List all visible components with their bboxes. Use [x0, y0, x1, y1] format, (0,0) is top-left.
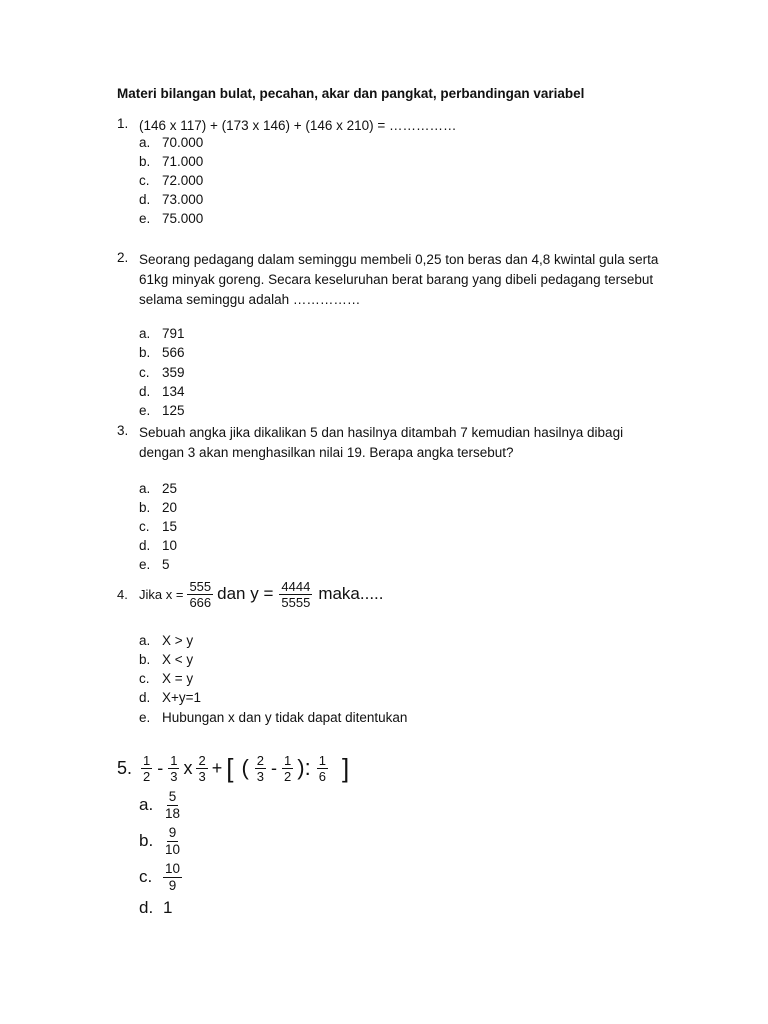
option-value: 71.000 [162, 154, 204, 169]
option-label: b. [139, 345, 151, 360]
question-4-number: 4. [117, 586, 128, 602]
denominator: 3 [170, 768, 178, 784]
option-label: a. [139, 481, 151, 496]
question-2-text: Seorang pedagang dalam seminggu membeli 0,25 ton beras dan 4,8 kwintal gula serta 61kg minyak goreng. Secara keseluruhan berat barang yang dibeli pedagang tersebut selama seminggu adalah …………… [139, 252, 659, 307]
option-value: 10 [162, 538, 178, 553]
option-fraction [163, 790, 182, 820]
option-label: b. [139, 831, 154, 850]
option-value: 791 [162, 326, 185, 341]
denominator: 6 [318, 768, 326, 784]
option-label: a. [139, 326, 151, 341]
fraction-6 [317, 754, 328, 783]
fraction-4 [255, 754, 266, 783]
fraction-x-denominator: 666 [189, 594, 212, 610]
question-5-number: 5. [117, 757, 133, 778]
option-label: c. [139, 365, 150, 380]
numerator: 2 [256, 752, 265, 768]
option-value: X = y [162, 671, 194, 686]
option-label: e. [139, 211, 151, 226]
document-title: Materi bilangan bulat, pecahan, akar dan pangkat, perbandingan variabel [117, 86, 585, 101]
option-label: e. [139, 403, 151, 418]
operator-minus: - [157, 757, 164, 778]
option-value: 134 [162, 384, 185, 399]
option-label: c. [139, 519, 150, 534]
option-value: 5 [162, 557, 170, 572]
numerator: 1 [284, 752, 292, 768]
option-value: 566 [162, 345, 185, 360]
left-bracket: [ [226, 753, 234, 783]
option-value: 20 [162, 500, 178, 515]
option-label: a. [139, 135, 151, 150]
option-value: 73.000 [162, 192, 204, 207]
option-value: 72.000 [162, 173, 204, 188]
question-4-prefix: Jika x = [139, 586, 184, 602]
question-5-option-a [139, 787, 182, 823]
option-value: 15 [162, 519, 178, 534]
option-label: e. [139, 710, 151, 725]
fraction-1 [141, 754, 152, 783]
operator-minus: - [271, 757, 278, 778]
option-value: 1 [163, 898, 173, 917]
option-label: e. [139, 557, 151, 572]
numerator: 1 [318, 752, 326, 768]
numerator: 1 [170, 752, 178, 768]
denominator: 3 [198, 768, 206, 784]
option-label: d. [139, 898, 154, 917]
option-label: b. [139, 652, 151, 667]
fraction-5 [282, 754, 293, 783]
denominator: 10 [165, 841, 181, 857]
numerator: 1 [143, 752, 151, 768]
question-2-number: 2. [117, 250, 129, 265]
question-4-expression [117, 576, 384, 612]
denominator: 3 [256, 768, 265, 784]
fraction-x-numerator: 555 [189, 578, 212, 594]
denominator: 2 [284, 768, 292, 784]
fraction-x [187, 580, 213, 609]
option-label: c. [139, 173, 150, 188]
numerator: 5 [168, 789, 177, 804]
question-5-option-d [139, 890, 172, 926]
option-label: d. [139, 192, 151, 207]
fraction-y-denominator: 5555 [281, 594, 311, 610]
right-paren: ): [297, 755, 311, 780]
question-5-option-b [139, 823, 182, 859]
option-label: b. [139, 500, 151, 515]
option-value: 359 [162, 365, 185, 380]
left-paren: ( [241, 755, 249, 780]
option-value: X < y [162, 652, 194, 667]
denominator: 18 [165, 805, 181, 821]
numerator: 10 [165, 861, 181, 876]
question-4-mid: dan y = [217, 584, 274, 603]
fraction-y [279, 580, 312, 609]
question-3-number: 3. [117, 423, 129, 438]
question-5-expression [117, 748, 349, 788]
denominator: 9 [168, 877, 177, 893]
option-value: 25 [162, 481, 178, 496]
right-bracket: ] [341, 753, 350, 783]
denominator: 2 [143, 768, 151, 784]
question-1-number: 1. [117, 116, 129, 131]
option-label: a. [139, 633, 151, 648]
option-value: 125 [162, 403, 185, 418]
question-1-text: (146 x 117) + (173 x 146) + (146 x 210) = …………… [139, 118, 457, 133]
option-fraction [163, 862, 182, 892]
option-label: d. [139, 690, 151, 705]
fraction-2 [168, 754, 179, 783]
operator-plus: + [211, 757, 223, 778]
option-label: c. [139, 867, 153, 886]
option-value: 70.000 [162, 135, 204, 150]
option-value: Hubungan x dan y tidak dapat ditentukan [162, 710, 408, 725]
fraction-3 [196, 754, 207, 783]
fraction-y-numerator: 4444 [281, 578, 311, 594]
option-label: c. [139, 671, 150, 686]
option-label: a. [139, 795, 154, 814]
option-label: d. [139, 384, 151, 399]
numerator: 9 [168, 825, 177, 840]
question-4-suffix: maka..... [318, 584, 384, 603]
option-fraction [163, 826, 182, 856]
numerator: 2 [198, 752, 206, 768]
option-label: d. [139, 538, 151, 553]
operator-times: x [183, 757, 193, 778]
option-value: X > y [162, 633, 194, 648]
option-value: X+y=1 [162, 690, 202, 705]
option-value: 75.000 [162, 211, 204, 226]
question-3-text: Sebuah angka jika dikalikan 5 dan hasilnya ditambah 7 kemudian hasilnya dibagi dengan 3 akan menghasilkan nilai 19. Berapa angka tersebut? [139, 425, 624, 460]
option-label: b. [139, 154, 151, 169]
